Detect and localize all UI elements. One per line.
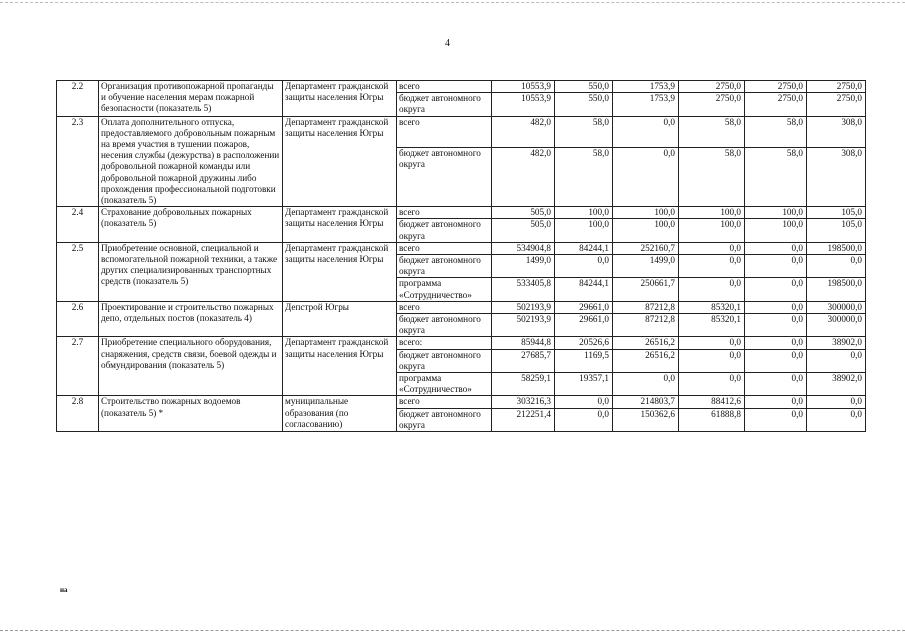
amount-cell: 0,0 [745,278,807,301]
funding-source: всего [397,116,492,147]
amount-cell: 0,0 [679,255,745,278]
amount-cell: 10553,9 [492,93,555,116]
amount-cell: 308,0 [807,116,866,147]
amount-cell: 88412,6 [679,396,745,408]
amount-cell: 38902,0 [807,373,866,396]
funding-source: бюджет автономного округа [397,408,492,431]
amount-cell: 27685,7 [492,349,555,372]
row-number: 2.7 [57,337,99,396]
amount-cell: 105,0 [807,207,866,219]
amount-cell: 0,0 [679,337,745,349]
funding-source: всего [397,242,492,254]
table-row [57,81,866,93]
row-number: 2.3 [57,116,99,207]
amount-cell: 0,0 [807,349,866,372]
row-number: 2.5 [57,242,99,301]
amount-cell: 482,0 [492,147,555,207]
funding-source: бюджет автономного округа [397,314,492,337]
amount-cell: 105,0 [807,219,866,242]
amount-cell: 2750,0 [745,93,807,116]
amount-cell: 0,0 [807,255,866,278]
amount-cell: 0,0 [613,116,679,147]
row-number: 2.8 [57,396,99,432]
table-row [57,207,866,219]
executor: Депстрой Югры [283,301,397,337]
amount-cell: 100,0 [745,219,807,242]
amount-cell: 1753,9 [613,81,679,93]
amount-cell: 29661,0 [555,314,613,337]
amount-cell: 0,0 [745,301,807,313]
amount-cell: 38902,0 [807,337,866,349]
amount-cell: 2750,0 [679,93,745,116]
amount-cell: 58,0 [679,147,745,207]
row-number: 2.6 [57,301,99,337]
amount-cell: 550,0 [555,93,613,116]
funding-source: программа «Сотрудничество» [397,278,492,301]
amount-cell: 303216,3 [492,396,555,408]
amount-cell: 482,0 [492,116,555,147]
amount-cell: 212251,4 [492,408,555,431]
activity-name: Приобретение специального оборудования, снаряжения, средств связи, боевой одежды и обмундирования (показатель 5) [99,337,283,396]
amount-cell: 533405,8 [492,278,555,301]
activity-name: Страхование добровольных пожарных (показатель 5) [99,207,283,243]
amount-cell: 308,0 [807,147,866,207]
funding-source: всего: [397,337,492,349]
amount-cell: 10553,9 [492,81,555,93]
page-top-edge [0,2,905,3]
row-number: 2.2 [57,81,99,117]
amount-cell: 0,0 [679,349,745,372]
funding-source: бюджет автономного округа [397,147,492,207]
funding-source: бюджет автономного округа [397,255,492,278]
amount-cell: 58,0 [555,116,613,147]
funding-source: всего [397,301,492,313]
amount-cell: 534904,8 [492,242,555,254]
amount-cell: 61888,8 [679,408,745,431]
amount-cell: 29661,0 [555,301,613,313]
executor: Департамент гражданской защиты населения Югры [283,337,397,396]
executor: Департамент гражданской защиты населения Югры [283,81,397,117]
amount-cell: 300000,0 [807,301,866,313]
amount-cell: 1169,5 [555,349,613,372]
funding-source: бюджет автономного округа [397,93,492,116]
activity-name: Приобретение основной, специальной и вспомогательной пожарной техники, а также других специализированных транспортных средств (показатель 5) [99,242,283,301]
row-number: 2.4 [57,207,99,243]
amount-cell: 20526,6 [555,337,613,349]
amount-cell: 2750,0 [679,81,745,93]
activity-name: Оплата дополнительного отпуска, предоставляемого добровольным пожарным на время участия в тушении пожаров, несения службы (дежурства) в расположении добровольной пожарной команды или добровольной пожарной дружины либо прохождения профессиональной подготовки (показатель 5) [99,116,283,207]
amount-cell: 0,0 [745,349,807,372]
amount-cell: 0,0 [679,278,745,301]
amount-cell: 0,0 [613,373,679,396]
amount-cell: 300000,0 [807,314,866,337]
amount-cell: 0,0 [555,255,613,278]
amount-cell: 85944,8 [492,337,555,349]
amount-cell: 58,0 [555,147,613,207]
amount-cell: 0,0 [679,242,745,254]
executor: Департамент гражданской защиты населения Югры [283,207,397,243]
amount-cell: 505,0 [492,219,555,242]
amount-cell: 26516,2 [613,349,679,372]
amount-cell: 0,0 [807,396,866,408]
amount-cell: 502193,9 [492,314,555,337]
amount-cell: 85320,1 [679,314,745,337]
amount-cell: 252160,7 [613,242,679,254]
funding-source: бюджет автономного округа [397,349,492,372]
table-body [57,81,866,432]
amount-cell: 502193,9 [492,301,555,313]
amount-cell: 1499,0 [492,255,555,278]
table-row [57,396,866,408]
table-row [57,337,866,349]
amount-cell: 2750,0 [745,81,807,93]
funding-source: всего [397,396,492,408]
funding-source: всего [397,207,492,219]
activity-name: Организация противопожарной пропаганды и обучение населения мерам пожарной безопасности (показатель 5) [99,81,283,117]
amount-cell: 19357,1 [555,373,613,396]
amount-cell: 0,0 [745,314,807,337]
amount-cell: 250661,7 [613,278,679,301]
amount-cell: 2750,0 [807,93,866,116]
amount-cell: 2750,0 [807,81,866,93]
amount-cell: 58259,1 [492,373,555,396]
amount-cell: 0,0 [613,147,679,207]
amount-cell: 0,0 [555,408,613,431]
amount-cell: 84244,1 [555,242,613,254]
page-number: 4 [445,38,450,49]
amount-cell: 198500,0 [807,278,866,301]
amount-cell: 58,0 [679,116,745,147]
activity-name: Проектирование и строительство пожарных депо, отдельных постов (показатель 4) [99,301,283,337]
table-row [57,242,866,254]
amount-cell: 0,0 [745,337,807,349]
executor: муниципальные образования (по согласованию) [283,396,397,432]
amount-cell: 0,0 [745,408,807,431]
amount-cell: 85320,1 [679,301,745,313]
amount-cell: 150362,6 [613,408,679,431]
funding-source: программа «Сотрудничество» [397,373,492,396]
amount-cell: 58,0 [745,147,807,207]
amount-cell: 0,0 [745,255,807,278]
funding-table [56,80,866,432]
table-row [57,301,866,313]
amount-cell: 550,0 [555,81,613,93]
amount-cell: 84244,1 [555,278,613,301]
page-bottom-edge [0,630,905,631]
funding-source: всего [397,81,492,93]
amount-cell: 1499,0 [613,255,679,278]
amount-cell: 0,0 [555,396,613,408]
amount-cell: 100,0 [679,219,745,242]
amount-cell: 0,0 [745,373,807,396]
amount-cell: 100,0 [555,207,613,219]
amount-cell: 0,0 [679,373,745,396]
executor: Департамент гражданской защиты населения Югры [283,116,397,207]
amount-cell: 100,0 [613,219,679,242]
amount-cell: 214803,7 [613,396,679,408]
activity-name: Строительство пожарных водоемов (показатель 5) * [99,396,283,432]
amount-cell: 100,0 [613,207,679,219]
amount-cell: 505,0 [492,207,555,219]
amount-cell: 0,0 [745,396,807,408]
footnote: на [60,586,68,594]
amount-cell: 87212,8 [613,301,679,313]
amount-cell: 87212,8 [613,314,679,337]
amount-cell: 58,0 [745,116,807,147]
amount-cell: 26516,2 [613,337,679,349]
amount-cell: 100,0 [745,207,807,219]
amount-cell: 198500,0 [807,242,866,254]
table-row [57,116,866,147]
amount-cell: 100,0 [679,207,745,219]
amount-cell: 1753,9 [613,93,679,116]
amount-cell: 0,0 [745,242,807,254]
amount-cell: 0,0 [807,408,866,431]
funding-source: бюджет автономного округа [397,219,492,242]
amount-cell: 100,0 [555,219,613,242]
executor: Департамент гражданской защиты населения Югры [283,242,397,301]
